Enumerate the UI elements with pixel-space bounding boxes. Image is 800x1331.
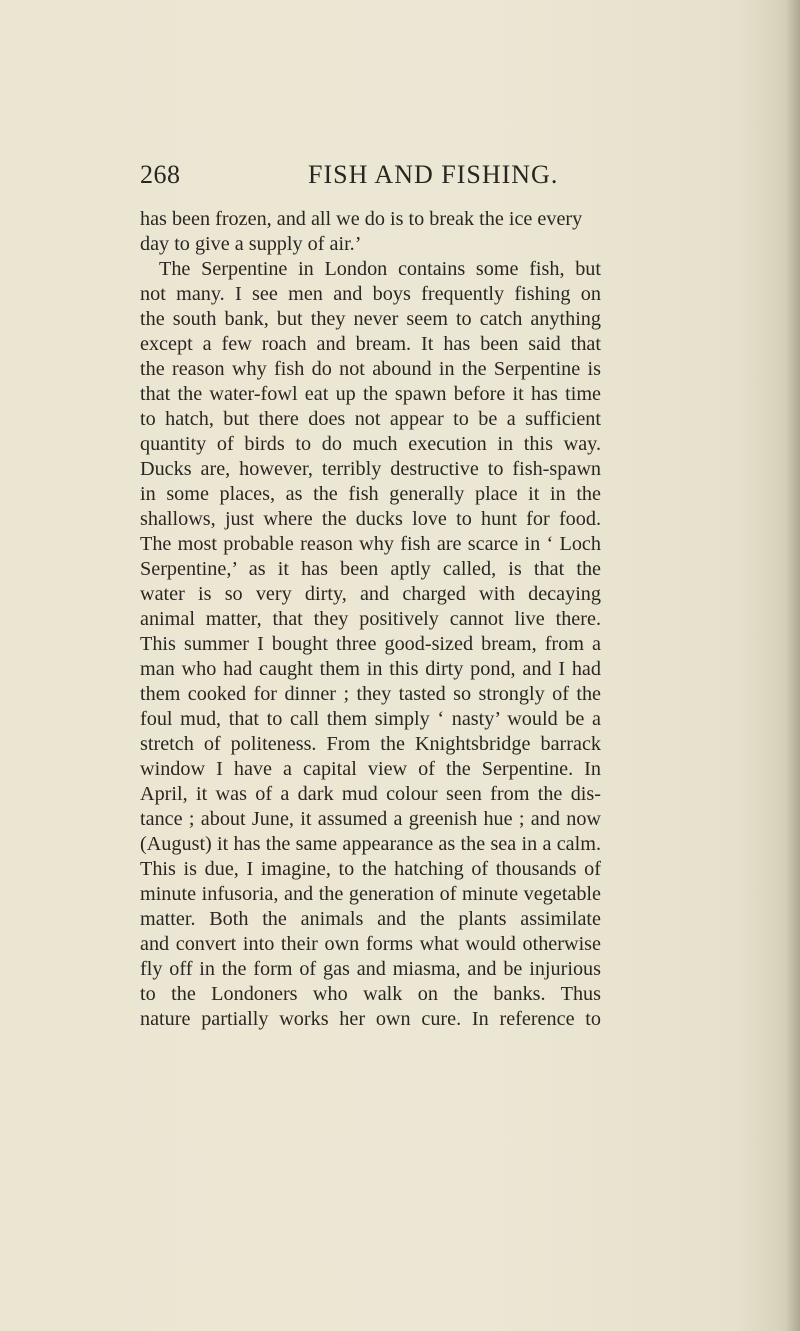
- text-line: tance ; about June, it assumed a greenish hue ; and now: [140, 808, 601, 830]
- text-line: man who had caught them in this dirty pond, and I had: [140, 658, 601, 680]
- text-line: has been frozen, and all we do is to break the ice every: [140, 208, 583, 230]
- text-line: matter. Both the animals and the plants assimilate: [140, 908, 601, 930]
- text-line: quantity of birds to do much execution in this way.: [140, 433, 601, 455]
- running-head: FISH AND FISHING.: [308, 160, 559, 189]
- text-line: and convert into their own forms what would otherwise: [140, 933, 601, 955]
- text-line: the south bank, but they never seem to catch anything: [140, 308, 601, 330]
- text-line: window I have a capital view of the Serpentine. In: [140, 758, 601, 780]
- text-line: foul mud, that to call them simply ‘ nasty’ would be a: [140, 708, 601, 730]
- page-number: 268: [140, 160, 181, 189]
- text-line: fly off in the form of gas and miasma, and be injurious: [140, 958, 601, 980]
- text-line: stretch of politeness. From the Knightsbridge barrack: [140, 733, 601, 755]
- text-line: to the Londoners who walk on the banks. Thus: [140, 983, 601, 1005]
- text-line: This is due, I imagine, to the hatching of thousands of: [140, 858, 601, 880]
- text-line: water is so very dirty, and charged with decaying: [140, 583, 601, 605]
- text-line: Ducks are, however, terribly destructive to fish-spawn: [140, 458, 601, 480]
- page-header: [140, 160, 600, 190]
- text-line: minute infusoria, and the generation of minute vegetable: [140, 883, 601, 905]
- text-line: except a few roach and bream. It has been said that: [140, 333, 601, 355]
- text-line: day to give a supply of air.’: [140, 233, 362, 255]
- page-edge-shadow: [786, 0, 800, 1331]
- text-line: the reason why fish do not abound in the Serpentine is: [140, 358, 601, 380]
- text-line: The Serpentine in London contains some fish, but: [159, 258, 601, 280]
- text-line: nature partially works her own cure. In reference to: [140, 1008, 601, 1030]
- text-line: that the water-fowl eat up the spawn before it has time: [140, 383, 601, 405]
- text-line: Serpentine,’ as it has been aptly called, is that the: [140, 558, 601, 580]
- text-line: The most probable reason why fish are scarce in ‘ Loch: [140, 533, 601, 555]
- text-line: April, it was of a dark mud colour seen from the dis-: [140, 783, 601, 805]
- text-line: in some places, as the fish generally place it in the: [140, 483, 601, 505]
- text-line: animal matter, that they positively cannot live there.: [140, 608, 601, 630]
- text-line: (August) it has the same appearance as the sea in a calm.: [140, 833, 601, 855]
- text-line: not many. I see men and boys frequently fishing on: [140, 283, 601, 305]
- body-text: [140, 207, 601, 1032]
- text-line: shallows, just where the ducks love to hunt for food.: [140, 508, 601, 530]
- text-line: This summer I bought three good-sized bream, from a: [140, 633, 601, 655]
- text-line: to hatch, but there does not appear to be a sufficient: [140, 408, 601, 430]
- text-line: them cooked for dinner ; they tasted so strongly of the: [140, 683, 601, 705]
